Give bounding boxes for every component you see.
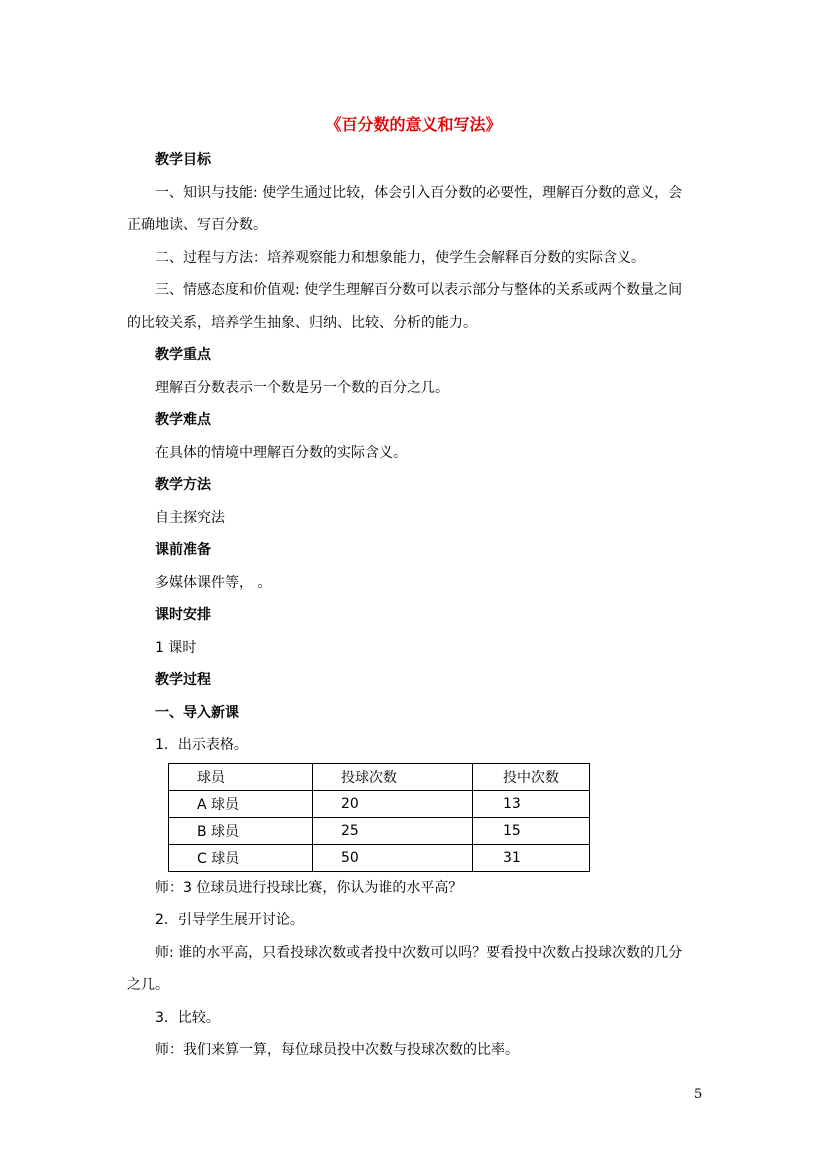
method-text: 自主探究法 — [155, 510, 225, 526]
key-points-heading: 教学重点 — [155, 347, 211, 363]
difficulty-text: 在具体的情境中理解百分数的实际含义。 — [155, 445, 407, 461]
table-cell: C 球员 — [169, 845, 313, 872]
teacher-line-3: 师：我们来算一算，每位球员投中次数与投球次数的比率。 — [155, 1042, 519, 1058]
objective-3-line-2: 的比较关系，培养学生抽象、归纳、比较、分析的能力。 — [127, 315, 477, 331]
part-1-heading: 一、导入新课 — [155, 705, 239, 721]
table-cell: 20 — [313, 791, 473, 818]
preparation-heading: 课前准备 — [155, 542, 211, 558]
table-cell: 50 — [313, 845, 473, 872]
objectives-heading: 教学目标 — [155, 152, 211, 168]
teacher-line-1: 师：3 位球员进行投球比赛，你认为谁的水平高？ — [155, 880, 463, 896]
table-cell: 13 — [473, 791, 590, 818]
table-row — [169, 818, 590, 845]
table-header-cell: 球员 — [169, 764, 313, 791]
objective-1-line-1: 一、知识与技能: 使学生通过比较，体会引入百分数的必要性，理解百分数的意义，会 — [155, 185, 683, 201]
table-cell: 15 — [473, 818, 590, 845]
table-row — [169, 791, 590, 818]
schedule-text: 1 课时 — [155, 640, 197, 656]
document-title: 《百分数的意义和写法》 — [325, 115, 502, 134]
step-3: 3．比较。 — [155, 1010, 220, 1026]
table-header-cell: 投中次数 — [473, 764, 590, 791]
table-header-row — [169, 764, 590, 791]
table-cell: A 球员 — [169, 791, 313, 818]
table-header-cell: 投球次数 — [313, 764, 473, 791]
preparation-text: 多媒体课件等， 。 — [155, 575, 272, 591]
objective-2: 二、过程与方法：培养观察能力和想象能力，使学生会解释百分数的实际含义。 — [155, 250, 645, 266]
step-1: 1．出示表格。 — [155, 737, 248, 753]
step-2: 2．引导学生展开讨论。 — [155, 912, 304, 928]
table-cell: B 球员 — [169, 818, 313, 845]
page-number: 5 — [694, 1087, 703, 1102]
shooting-table — [168, 763, 590, 872]
teacher-line-2b: 之几。 — [127, 977, 169, 993]
objective-1-line-2: 正确地读、写百分数。 — [127, 217, 267, 233]
method-heading: 教学方法 — [155, 477, 211, 493]
table-cell: 31 — [473, 845, 590, 872]
process-heading: 教学过程 — [155, 672, 211, 688]
key-points-text: 理解百分数表示一个数是另一个数的百分之几。 — [155, 380, 449, 396]
schedule-heading: 课时安排 — [155, 607, 211, 623]
objective-3-line-1: 三、情感态度和价值观: 使学生理解百分数可以表示部分与整体的关系或两个数量之间 — [155, 282, 683, 298]
teacher-line-2a: 师: 谁的水平高，只看投球次数或者投中次数可以吗？要看投中次数占投球次数的几分 — [155, 945, 683, 961]
table-cell: 25 — [313, 818, 473, 845]
difficulty-heading: 教学难点 — [155, 412, 211, 428]
table-row — [169, 845, 590, 872]
